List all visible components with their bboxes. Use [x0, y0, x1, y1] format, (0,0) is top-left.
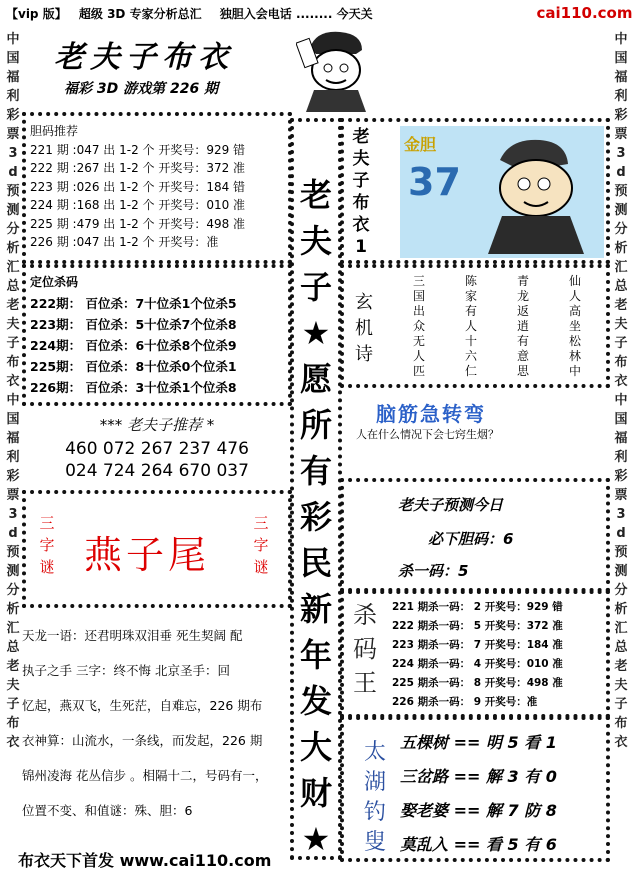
side-strip-char: 中	[6, 32, 20, 47]
riddle-right-char: 谜	[253, 558, 269, 576]
side-strip-char: 老	[614, 298, 628, 313]
lfz-cartoon	[480, 130, 590, 254]
xuanji-char: 意	[516, 349, 529, 363]
brain-question: 人在什么情况下会七窍生烟？	[356, 428, 499, 441]
xuanji-char: 坐	[568, 319, 581, 333]
xuanji-char: 青	[516, 274, 529, 288]
poem-line: 锦州凌海 花丛信步 。相隔十二，号码有一，	[22, 768, 268, 783]
ding-wei-heading: 定位杀码	[30, 275, 79, 289]
ding-wei-section	[30, 272, 290, 398]
slogan-char: 民	[299, 544, 332, 582]
side-strip-char: 汇	[614, 621, 628, 636]
side-strip-char: d	[8, 526, 18, 541]
taihu-label-char: 湖	[363, 770, 386, 795]
side-strip-char: 汇	[614, 260, 628, 275]
xuanji-char: 国	[412, 289, 425, 303]
xuanji-char: 返	[516, 304, 529, 318]
side-strip-char: 测	[6, 564, 20, 579]
side-strip-char: 福	[614, 70, 628, 85]
xuanji-char: 仙	[568, 274, 581, 288]
lfz-badge: 金胆	[404, 135, 437, 154]
xuanji-char: 高	[568, 304, 581, 318]
poem-line: 天龙一语：还君明珠双泪垂 死生契阔 配	[22, 628, 243, 643]
side-strip-char: 子	[6, 697, 20, 712]
xuanji-char: 逍	[516, 319, 529, 333]
side-strip-char: d	[616, 526, 626, 541]
side-strip-char: 预	[6, 545, 20, 560]
side-strip-char: 测	[614, 564, 628, 579]
side-strip-char: 夫	[614, 678, 628, 693]
side-strip-char: 夫	[6, 678, 20, 693]
side-strip-char: 票	[614, 488, 628, 503]
sha-ma-rows	[392, 598, 608, 712]
xuanji-char: 众	[412, 319, 425, 333]
xuanji-char: 仁	[464, 364, 477, 378]
dan-ma-heading: 胆码推荐	[30, 124, 79, 138]
taihu-row: 三岔路 == 解 3 有 0	[400, 767, 557, 786]
side-strip-char: 析	[6, 241, 20, 256]
recommend-heading: *** 老夫子推荐 *	[99, 416, 215, 434]
side-strip-char: 利	[614, 89, 628, 104]
side-strip-char: 票	[6, 488, 20, 503]
taihu-label	[360, 738, 390, 858]
xuanji-char: 三	[412, 274, 425, 288]
sha-ma-row: 226 期杀一码： 9 开奖号：准	[392, 696, 538, 708]
slogan-char: 夫	[299, 222, 332, 260]
side-strip-char: 利	[6, 89, 20, 104]
ding-wei-row: 224期： 百位杀：6十位杀8个位杀9	[30, 338, 237, 353]
side-strip-char: 国	[6, 51, 20, 66]
side-strip-char: 彩	[6, 469, 20, 484]
side-strip-char: 子	[614, 336, 628, 351]
forecast-yi-ma: 杀一码：5	[398, 562, 469, 580]
taihu-row: 五棵树 == 明 5 看 1	[400, 733, 557, 752]
xuanji-label	[352, 290, 376, 368]
riddle-right-char: 三	[253, 514, 269, 532]
xuanji-char: 人	[568, 289, 581, 303]
xuanji-char: 松	[568, 334, 581, 348]
dan-ma-row: 224 期 :168 出 1-2 个 开奖号：010 准	[30, 198, 246, 212]
riddle-right	[250, 512, 272, 578]
side-strip-char: d	[8, 165, 18, 180]
old-master-cartoon	[296, 26, 378, 112]
sha-ma-label	[350, 598, 380, 700]
taihu-label-char: 钓	[363, 800, 386, 825]
side-strip-char: 国	[614, 412, 628, 427]
xuanji-char: 无	[412, 334, 425, 348]
xuanji-char: 有	[464, 304, 477, 318]
xuanji-columns	[396, 274, 602, 384]
side-strip-char: 分	[614, 222, 628, 237]
poem-line: 执子之手 三字：终不悔 北京圣手：回	[22, 663, 230, 678]
title-block	[24, 28, 324, 110]
page-title: 老夫子布衣	[54, 40, 234, 75]
taihu-row: 莫乱入 == 看 5 有 6	[400, 835, 557, 854]
side-strip-char: 票	[614, 127, 628, 142]
ding-wei-row: 225期： 百位杀：8十位杀0个位杀1	[30, 359, 237, 374]
side-strip-char: 中	[614, 32, 628, 47]
header-phone: 独胆入会电话 ........ 今天关	[219, 7, 373, 21]
page-subtitle: 福彩 3D 游戏第 226 期	[64, 81, 219, 97]
side-strip-char: 3	[8, 146, 18, 161]
dan-ma-row: 222 期 :267 出 1-2 个 开奖号：372 准	[30, 161, 246, 175]
side-strip-char: 票	[6, 127, 20, 142]
lfz-vertical-char: 衣	[352, 215, 370, 235]
side-strip-char: 国	[6, 412, 20, 427]
xuanji-char: 有	[516, 334, 529, 348]
side-strip-char: 析	[614, 602, 628, 617]
sha-ma-row: 223 期杀一码： 7 开奖号：184 准	[392, 639, 563, 651]
site-badge[interactable]: cai110.com	[536, 4, 633, 22]
lfz-number: 37	[408, 160, 461, 204]
side-strip-char: 预	[6, 184, 20, 199]
side-strip-char: 衣	[6, 735, 20, 750]
vip-label: 【vip 版】	[6, 7, 67, 21]
dan-ma-row: 226 期 :047 出 1-2 个 开奖号：准	[30, 235, 219, 249]
riddle-left-char: 谜	[39, 558, 55, 576]
taihu-row: 娶老婆 == 解 7 防 8	[400, 801, 557, 820]
sha-ma-row: 225 期杀一码： 8 开奖号：498 准	[392, 677, 563, 689]
forecast-heading: 老夫子预测今日	[398, 496, 504, 514]
side-strip-char: 衣	[614, 735, 628, 750]
side-strip-char: 3	[616, 146, 626, 161]
sha-ma-label-char: 王	[353, 669, 377, 697]
dan-ma-row: 223 期 :026 出 1-2 个 开奖号：184 错	[30, 179, 246, 194]
side-strip-char: d	[616, 165, 626, 180]
poem-line: 忆起，燕双飞，生死茫，自难忘，226 期布	[22, 698, 263, 713]
side-strip-char: 福	[6, 70, 20, 85]
slogan-char: 年	[299, 636, 332, 674]
side-strip-char: 分	[614, 583, 628, 598]
xuanji-char: 人	[464, 319, 477, 333]
taihu-label-char: 叟	[363, 830, 386, 855]
side-strip-char: 总	[614, 640, 628, 655]
xuanji-char: 人	[412, 349, 425, 363]
xuanji-char: 陈	[464, 274, 477, 288]
riddle-center: 燕子尾	[84, 533, 211, 577]
side-strip-char: 老	[6, 298, 20, 313]
side-strip-char: 福	[614, 431, 628, 446]
side-strip-char: 总	[6, 640, 20, 655]
side-strip-char: 中	[6, 393, 20, 408]
side-strip-char: 国	[614, 51, 628, 66]
side-strip-char: 析	[614, 241, 628, 256]
slogan-char: 大	[299, 728, 332, 766]
lfz-vertical-char: 1	[355, 237, 367, 257]
xuanji-char: 六	[464, 349, 477, 363]
side-strip-char: 中	[614, 393, 628, 408]
xuanji-label-char: 机	[355, 318, 373, 339]
header-tagline: 超级 3D 专家分析总汇	[78, 7, 202, 21]
side-strip-char: 汇	[6, 621, 20, 636]
side-strip-char: 子	[614, 697, 628, 712]
left-side-strip	[2, 30, 24, 860]
xuanji-char: 十	[464, 334, 477, 348]
xuanji-char: 家	[464, 289, 477, 303]
xuanji-char: 林	[568, 349, 581, 363]
side-strip-char: 3	[616, 507, 626, 522]
ding-wei-row: 226期： 百位杀：3十位杀1个位杀8	[30, 380, 237, 395]
poem-line: 位置不变、和值谜：殊、胆：6	[22, 803, 193, 818]
xuanji-column	[462, 274, 480, 379]
taihu-rows	[400, 726, 606, 862]
slogan-char: 愿	[299, 360, 332, 398]
side-strip-char: 衣	[6, 374, 20, 389]
riddle-left-char: 字	[39, 536, 55, 554]
sha-ma-label-char: 码	[353, 635, 377, 663]
side-strip-char: 彩	[614, 108, 628, 123]
side-strip-char: 分	[6, 583, 20, 598]
side-strip-char: 福	[6, 431, 20, 446]
side-strip-char: 利	[6, 450, 20, 465]
ding-wei-row: 223期： 百位杀：5十位杀7个位杀8	[30, 317, 237, 332]
ding-wei-row: 222期： 百位杀：7十位杀1个位杀5	[30, 296, 237, 311]
side-strip-char: 布	[614, 355, 628, 370]
slogan-char: 彩	[299, 498, 332, 536]
riddle-right-char: 字	[253, 536, 269, 554]
dan-ma-row: 225 期 :479 出 1-2 个 开奖号：498 准	[30, 216, 246, 231]
side-strip-char: 3	[8, 507, 18, 522]
side-strip-char: 夫	[6, 317, 20, 332]
xuanji-char: 龙	[516, 289, 529, 303]
side-strip-char: 析	[6, 602, 20, 617]
slogan-char: 新	[299, 590, 332, 628]
lfz-vertical-char: 布	[352, 193, 370, 213]
side-strip-char: 子	[6, 336, 20, 351]
forecast-must-dan: 必下胆码：6	[428, 530, 514, 548]
side-strip-char: 老	[6, 659, 20, 674]
sha-ma-label-char: 杀	[353, 601, 377, 629]
xuanji-label-char: 诗	[355, 344, 373, 365]
recommend-line-2: 024 724 264 670 037	[65, 461, 249, 481]
side-strip-char: 总	[614, 279, 628, 294]
side-strip-char: 测	[6, 203, 20, 218]
side-strip-char: 分	[6, 222, 20, 237]
lfz-vertical-label	[348, 126, 374, 258]
xuanji-char: 中	[568, 364, 581, 378]
side-strip-char: 测	[614, 203, 628, 218]
side-strip-char: 彩	[6, 108, 20, 123]
center-slogan	[296, 172, 336, 862]
xuanji-char: 思	[516, 364, 529, 378]
slogan-char: ★	[301, 314, 331, 352]
brain-heading: 脑筋急转弯	[376, 402, 486, 426]
right-side-strip	[610, 30, 632, 860]
slogan-char: 财	[299, 774, 332, 812]
xuanji-column	[410, 274, 428, 379]
dan-ma-row: 221 期 :047 出 1-2 个 开奖号：929 错	[30, 142, 246, 157]
poem-text	[22, 618, 296, 828]
slogan-char: 所	[299, 406, 332, 444]
lfz-vertical-char: 夫	[352, 149, 370, 169]
slogan-char: ★	[301, 820, 331, 858]
lfz-illustration	[400, 126, 604, 258]
xuanji-column	[514, 274, 532, 379]
lfz-vertical-char: 老	[352, 127, 370, 147]
dan-ma-section	[30, 122, 290, 252]
lfz-vertical-char: 子	[352, 171, 370, 191]
side-strip-char: 布	[6, 716, 20, 731]
xuanji-char: 出	[412, 304, 425, 318]
side-strip-char: 衣	[614, 374, 628, 389]
sha-ma-row: 221 期杀一码： 2 开奖号：929 错	[392, 601, 563, 613]
slogan-char: 有	[299, 452, 332, 490]
side-strip-char: 利	[614, 450, 628, 465]
slogan-char: 发	[299, 682, 332, 720]
recommend-line-1: 460 072 267 237 476	[65, 439, 249, 459]
side-strip-char: 预	[614, 184, 628, 199]
side-strip-char: 预	[614, 545, 628, 560]
side-strip-char: 彩	[614, 469, 628, 484]
xuanji-char: 匹	[412, 364, 425, 378]
taihu-label-char: 太	[363, 740, 386, 765]
side-strip-char: 总	[6, 279, 20, 294]
xuanji-label-char: 玄	[355, 292, 373, 313]
side-strip-char: 老	[614, 659, 628, 674]
xuanji-column	[566, 274, 584, 379]
sha-ma-row: 224 期杀一码： 4 开奖号：010 准	[392, 658, 563, 670]
side-strip-char: 汇	[6, 260, 20, 275]
slogan-char: 子	[299, 268, 332, 306]
footer-text: 布衣天下首发 www.cai110.com	[18, 851, 272, 870]
side-strip-char: 布	[614, 716, 628, 731]
sha-ma-row: 222 期杀一码： 5 开奖号：372 准	[392, 620, 563, 632]
riddle-left	[36, 512, 58, 578]
recommend-section	[26, 412, 288, 481]
poem-line: 衣神算：山流水，一条线，而发起，226 期	[22, 733, 263, 748]
side-strip-char: 夫	[614, 317, 628, 332]
riddle-left-char: 三	[39, 514, 55, 532]
slogan-char: 老	[299, 176, 332, 214]
side-strip-char: 布	[6, 355, 20, 370]
